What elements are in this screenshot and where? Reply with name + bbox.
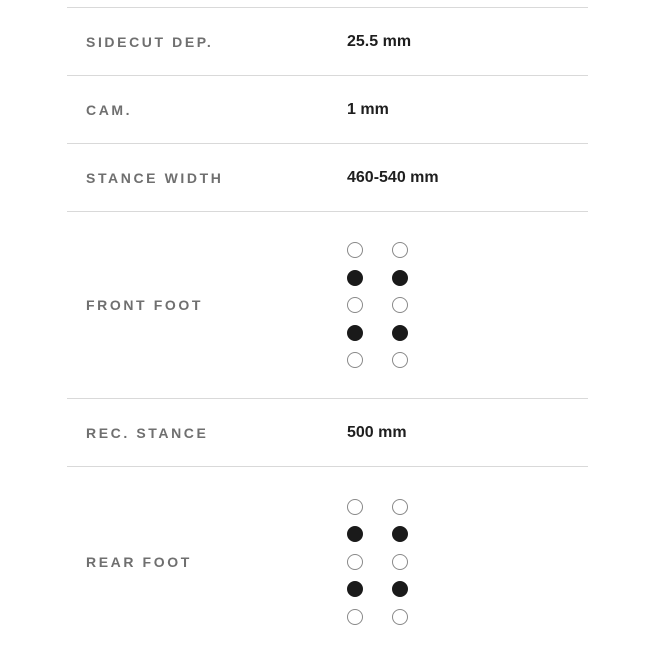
filled-insert-dot xyxy=(347,270,363,286)
front-foot-insert-pattern xyxy=(347,242,410,368)
empty-insert-dot xyxy=(392,499,408,515)
filled-insert-dot xyxy=(347,526,363,542)
spec-label: SIDECUT DEP. xyxy=(86,33,214,50)
empty-insert-dot xyxy=(347,554,363,570)
spec-row-rear-foot xyxy=(67,466,588,656)
empty-insert-dot xyxy=(392,242,408,258)
empty-insert-dot xyxy=(347,352,363,368)
empty-insert-dot xyxy=(392,609,408,625)
spec-value: 25.5 mm xyxy=(347,32,412,50)
spec-row-camber xyxy=(67,75,588,143)
empty-insert-dot xyxy=(392,554,408,570)
empty-insert-dot xyxy=(347,609,363,625)
empty-insert-dot xyxy=(392,352,408,368)
filled-insert-dot xyxy=(392,526,408,542)
spec-label: CAM. xyxy=(86,101,133,118)
spec-row-sidecut xyxy=(67,7,588,75)
filled-insert-dot xyxy=(392,325,408,341)
rear-foot-insert-pattern xyxy=(347,499,410,625)
spec-table xyxy=(67,7,588,656)
filled-insert-dot xyxy=(392,270,408,286)
spec-label: FRONT FOOT xyxy=(86,297,203,313)
spec-row-front-foot xyxy=(67,211,588,398)
spec-value: 1 mm xyxy=(347,100,389,118)
spec-label: STANCE WIDTH xyxy=(86,169,224,186)
filled-insert-dot xyxy=(347,325,363,341)
empty-insert-dot xyxy=(347,242,363,258)
filled-insert-dot xyxy=(347,581,363,597)
empty-insert-dot xyxy=(347,297,363,313)
spec-row-stance-width xyxy=(67,143,588,211)
empty-insert-dot xyxy=(392,297,408,313)
spec-value: 460-540 mm xyxy=(347,168,439,186)
spec-label: REC. STANCE xyxy=(86,424,209,441)
spec-label: REAR FOOT xyxy=(86,553,192,570)
empty-insert-dot xyxy=(347,499,363,515)
spec-row-rec-stance xyxy=(67,398,588,466)
filled-insert-dot xyxy=(392,581,408,597)
spec-value: 500 mm xyxy=(347,423,407,441)
